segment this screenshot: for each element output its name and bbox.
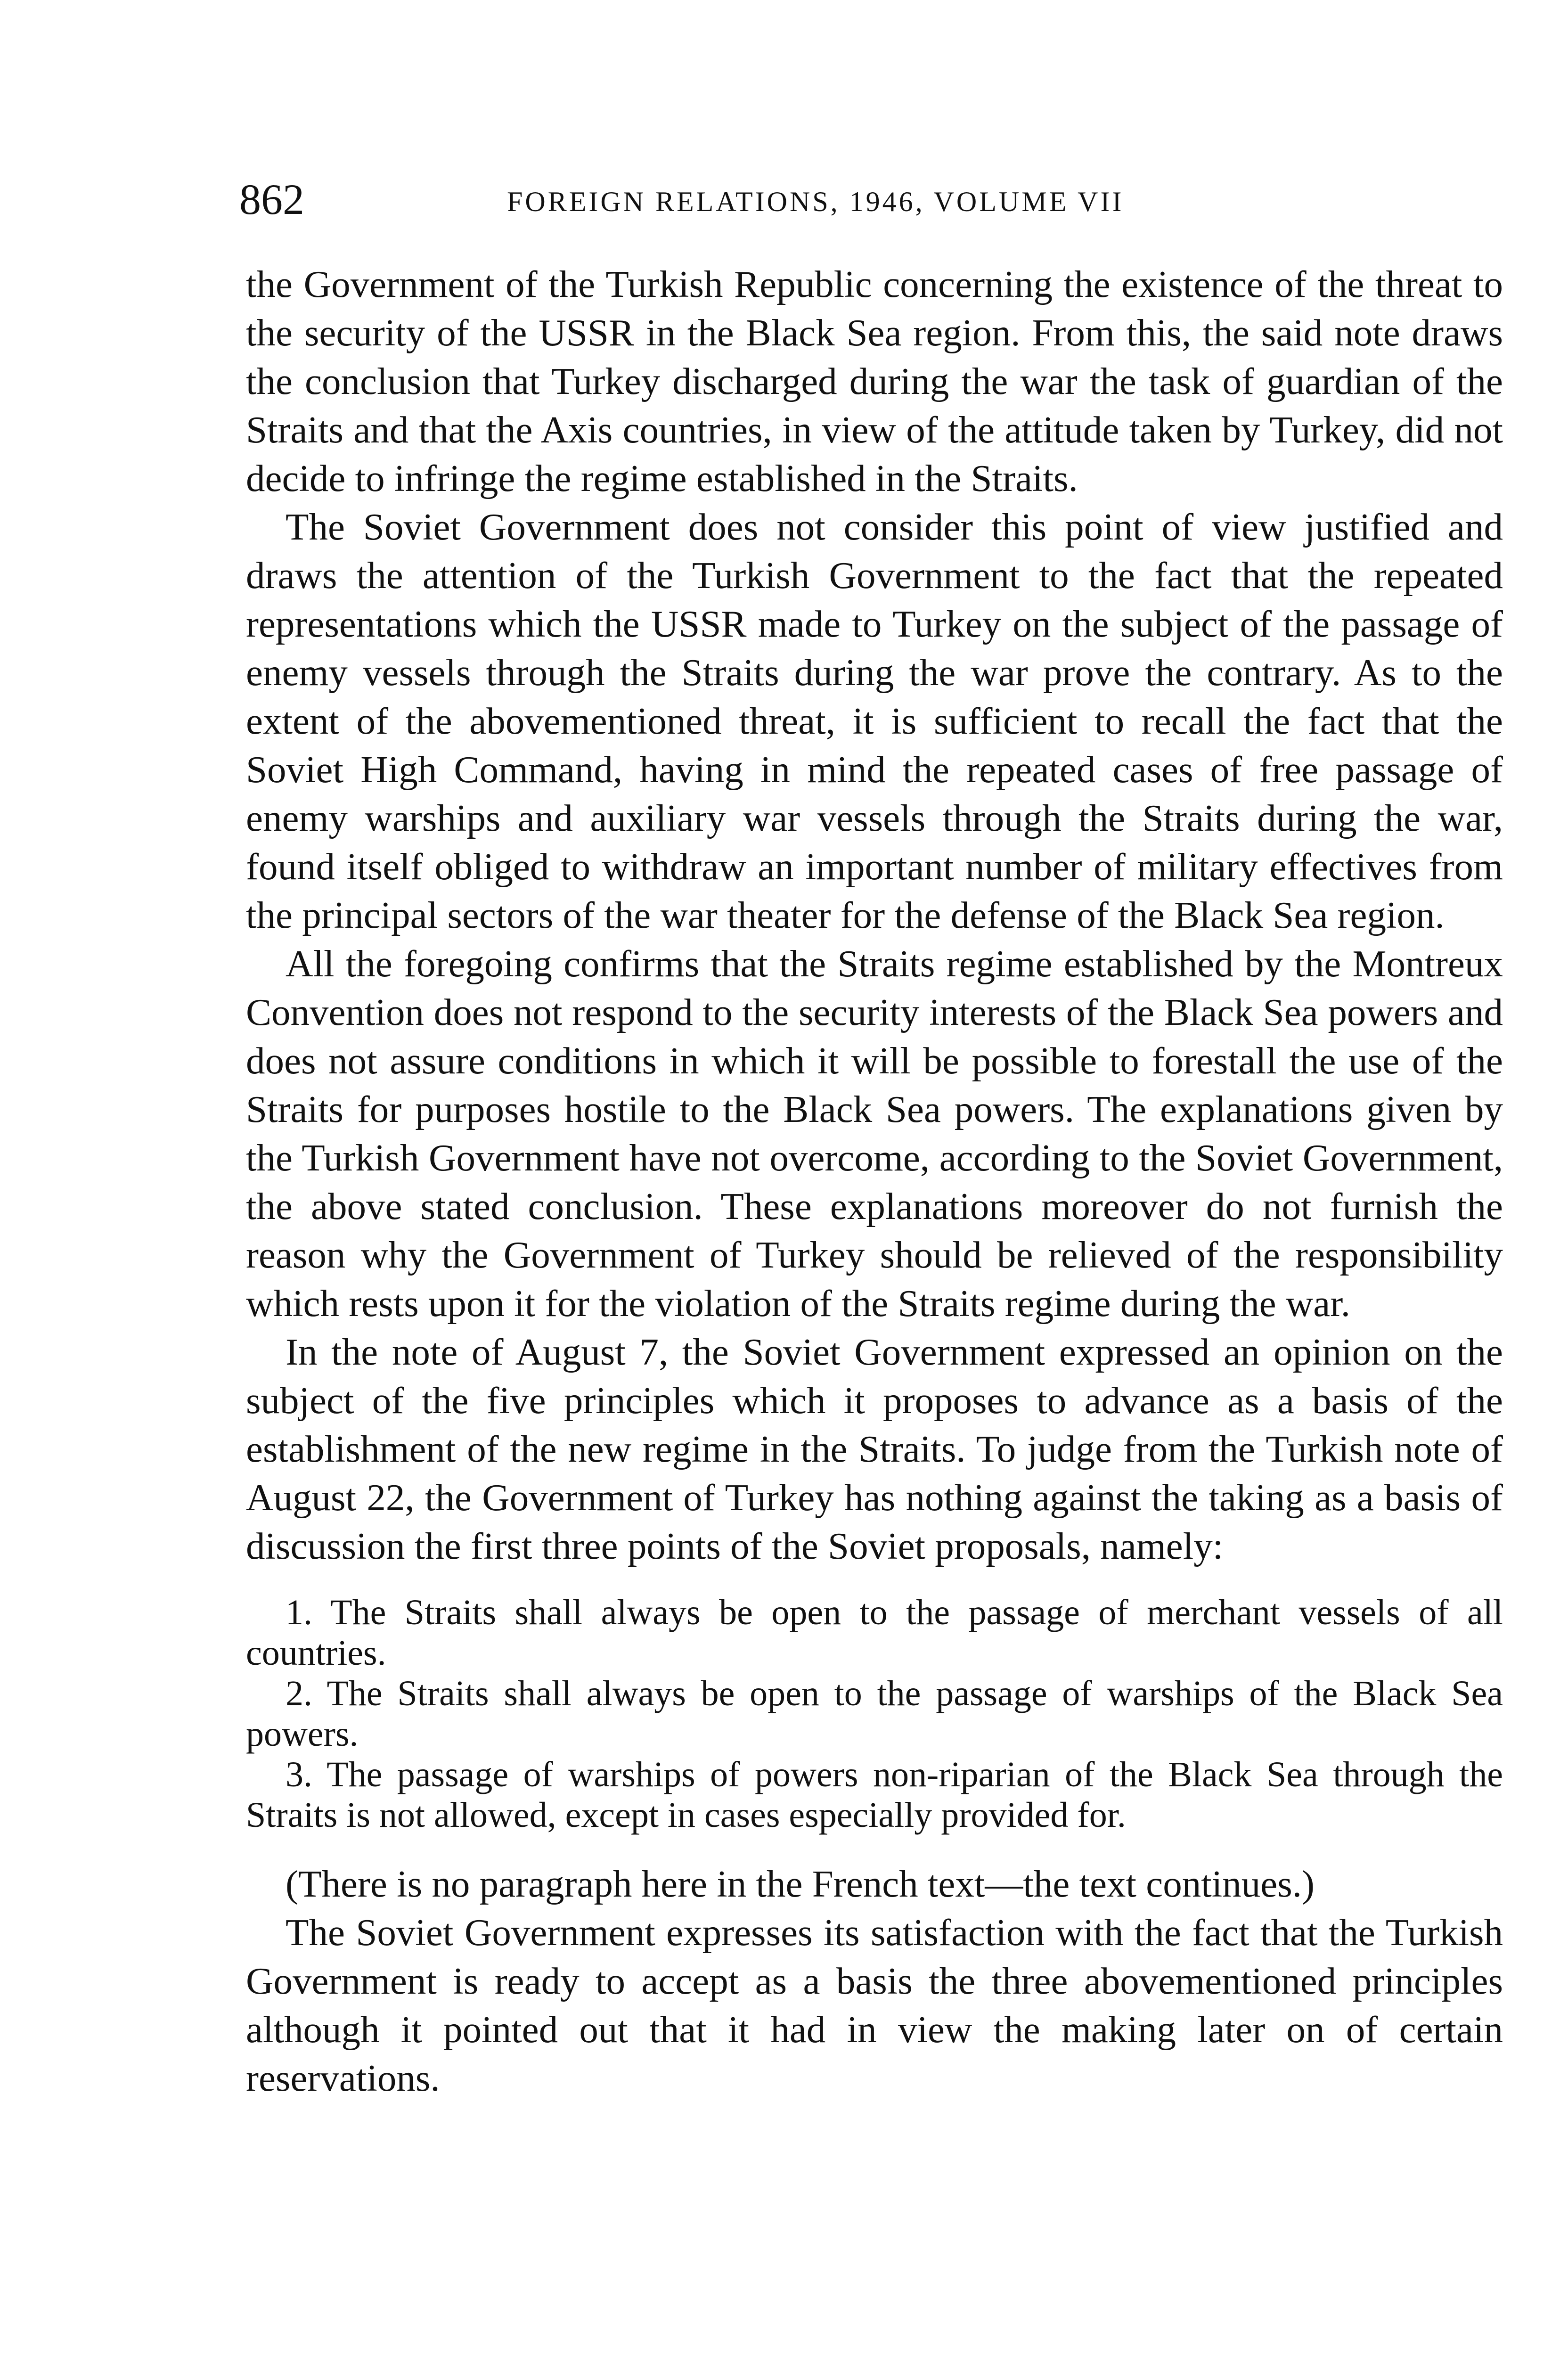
paragraph-montreux-conclusion: All the foregoing confirms that the Straits regime established by the Montreux Convention does not respond to the security interests of the Black Sea powers and does not assure conditions in which it will be possible to forestall the use of the Straits for purposes hostile to the Black Sea powers. The explanations given by the Turkish Government have not overcome, according to the Soviet Government, the above stated conclusion. These explanations moreover do not furnish the reason why the Government of Turkey should be relieved of the responsibility which rests upon it for the violation of the Straits regime during the war. <box>246 942 1503 1325</box>
list-item-number: 2. <box>286 1674 312 1713</box>
paragraph-five-principles: In the note of August 7, the Soviet Government expressed an opinion on the subject of the five principles which it proposes to advance as a basis of the establishment of the new regime in the Straits. To judge from the Turkish note of August 22, the Government of Turkey has nothing against the taking as a basis of discussion the first three points of the Soviet proposals, namely: <box>246 1331 1503 1567</box>
list-item-number: 1. <box>286 1593 312 1632</box>
list-item <box>246 1754 1503 1835</box>
page-number: 862 <box>239 175 304 223</box>
editorial-note: (There is no paragraph here in the French text—the text continues.) <box>286 1863 1315 1905</box>
paragraph-soviet-view: The Soviet Government does not consider this point of view justified and draws the attention of the Turkish Government to the fact that the repeated representations which the USSR made to Turkey on the subject of the passage of enemy vessels through the Straits during the war prove the contrary. As to the extent of the abovementioned threat, it is sufficient to recall the fact that the Soviet High Command, having in mind the repeated cases of free passage of enemy warships and auxiliary war vessels through the Straits during the war, found itself obliged to withdraw an important number of military effectives from the principal sectors of the war theater for the defense of the Black Sea region. <box>246 506 1503 936</box>
running-head: FOREIGN RELATIONS, 1946, VOLUME VII <box>507 186 1124 217</box>
list-item <box>246 1673 1503 1754</box>
paragraph-closing: The Soviet Government expresses its satisfaction with the fact that the Turkish Government is ready to accept as a basis the three abovementioned principles although it pointed out that it had in view the making later on of certain reservations. <box>246 1911 1503 2099</box>
paragraph-continuation: the Government of the Turkish Republic concerning the existence of the threat to the security of the USSR in the Black Sea region. From this, the said note draws the conclusion that Turkey discharged during the war the task of guardian of the Straits and that the Axis countries, in view of the attitude taken by Turkey, did not decide to infringe the regime established in the Straits. <box>246 263 1503 499</box>
list-item-text: The Straits shall always be open to the passage of warships of the Black Sea powers. <box>246 1674 1503 1754</box>
list-item <box>246 1592 1503 1673</box>
principles-list <box>246 1592 1503 1835</box>
body-text <box>246 260 1503 2102</box>
page-header <box>0 0 1568 245</box>
list-item-text: The passage of warships of powers non-riparian of the Black Sea through the Straits is not allowed, except in cases especially provided for. <box>246 1755 1503 1835</box>
list-item-number: 3. <box>286 1755 312 1794</box>
list-item-text: The Straits shall always be open to the passage of merchant vessels of all countries. <box>246 1593 1503 1673</box>
